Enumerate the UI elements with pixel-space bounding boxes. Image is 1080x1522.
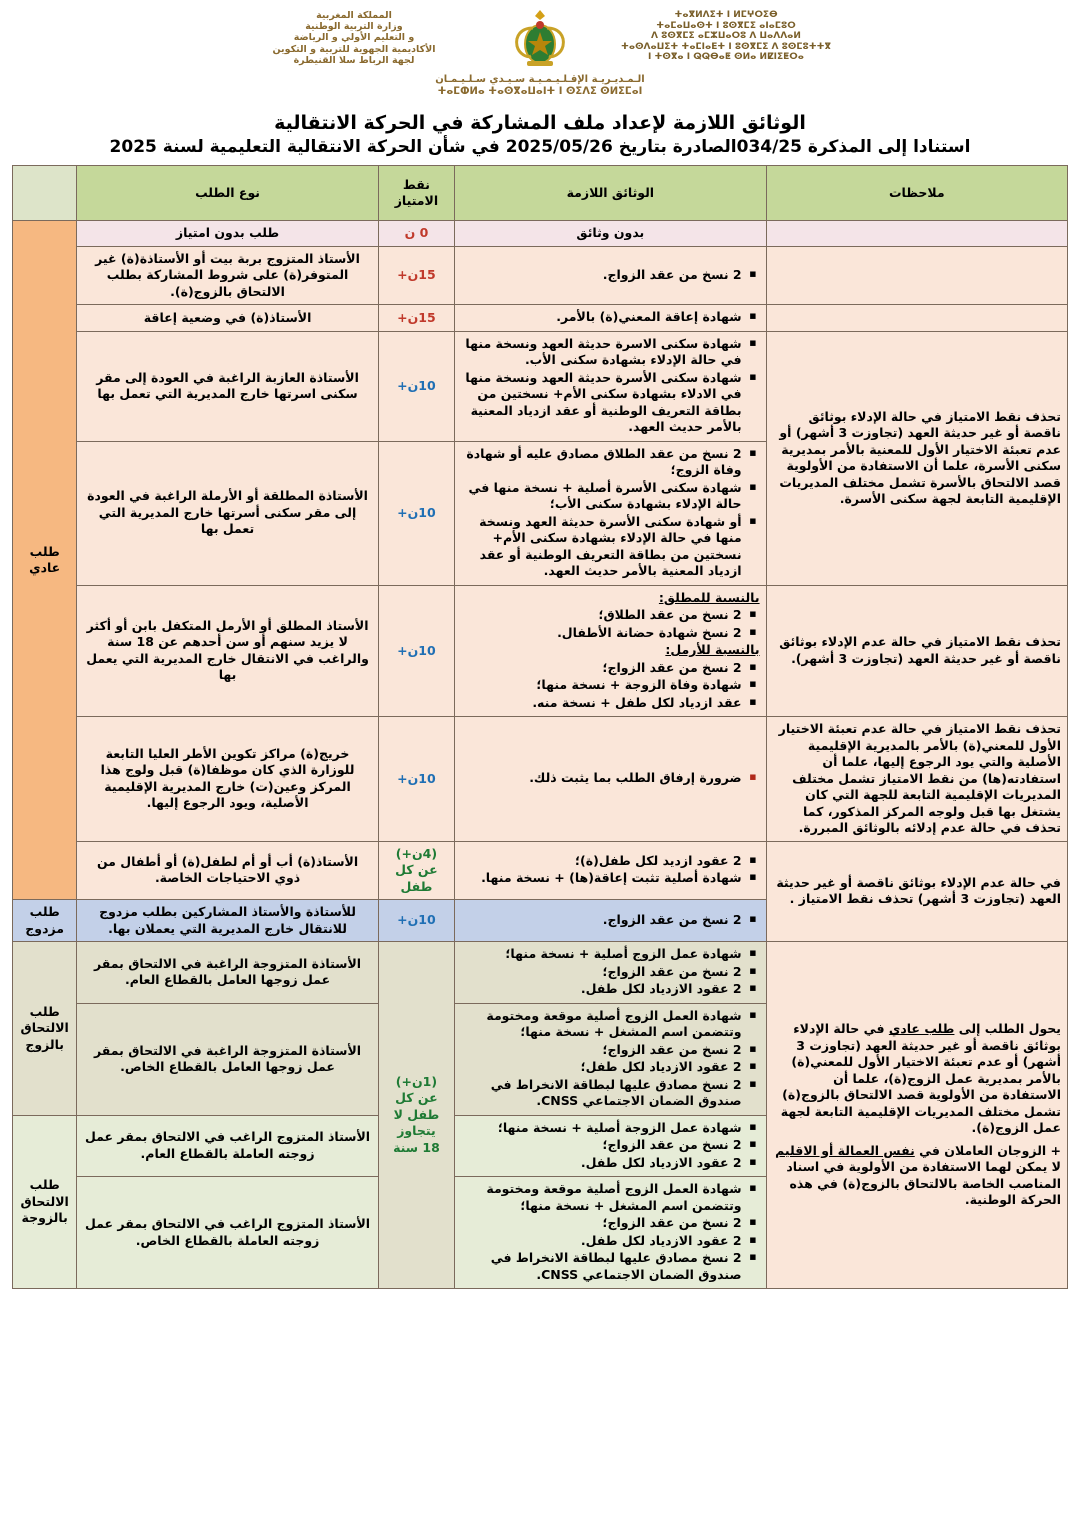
row5-documents-list-divorced <box>461 607 759 641</box>
row5-documents-list-widower <box>461 660 759 712</box>
join-points-line2: عن كل <box>395 1090 438 1106</box>
join-notes-p2-b: لا يمكن لهما الاستفادة من الأولوية في اسناد المناصب الخاصة بالالتحاق بالزوج(ة) في هذه الحركة الوطنية. <box>786 1159 1061 1208</box>
list-item: ▪ 2 نسخ من عقد الطلاق مصادق عليه أو شهادة وفاة الزوج؛ <box>461 446 743 479</box>
join-notes-p1-underline: طلب عادي <box>888 1021 955 1037</box>
join-points <box>378 942 454 1289</box>
list-item: ▪ 2 عقود الازدياد لكل طفل. <box>461 1155 743 1172</box>
row4-points: 10ن+ <box>378 441 454 585</box>
row7-points-line1: (4ن+) <box>395 845 438 861</box>
list-item: ▪ 2 نسخ من عقد الطلاق؛ <box>461 607 743 624</box>
row8-points: 10ن+ <box>378 900 454 942</box>
row2-type: الأستاذ(ة) في وضعية إعاقة <box>77 305 378 332</box>
row4-documents <box>455 441 766 585</box>
row7-type: الأستاذ(ة) أب أو أم لطفل(ة) أو أطفال من ذوي الاحتياجات الخاصة. <box>77 841 378 900</box>
row2-documents <box>455 305 766 332</box>
table-row <box>13 246 1068 305</box>
ministry-tif-line-2: ⵜⴰⵎⴰⵡⴰⵙⵜ ⵏ ⵓⵙⴳⵎⵉ ⴰⵏⴰⵎⵓⵔ <box>656 20 796 31</box>
ministry-ar-line-3: و التعليم الأولي و الرياضة <box>293 32 415 44</box>
page-title: الوثائق اللازمة لإعداد ملف المشاركة في الحركة الانتقالية <box>274 112 806 134</box>
row5-points: 10ن+ <box>378 585 454 717</box>
row11-documents <box>455 1115 766 1177</box>
list-item: ▪ 2 عقود ازديد لكل طفل(ة)؛ <box>461 853 743 870</box>
row0-documents: بدون وثائق <box>455 221 766 247</box>
row12-documents <box>455 1177 766 1289</box>
category-normal: طلب عادي <box>13 221 77 900</box>
row3-documents-list <box>461 336 759 436</box>
row7-points-line3: طفل <box>400 878 433 894</box>
list-item: ▪ 2 نسخ من عقد الزواج؛ <box>461 660 743 677</box>
row2-points: 15ن+ <box>378 305 454 332</box>
letterhead <box>0 0 1080 78</box>
row3-points: 10ن+ <box>378 331 454 441</box>
row7-points-line2: عن كل <box>395 862 438 877</box>
table-header-row <box>13 166 1068 221</box>
directorate-block <box>0 74 1080 98</box>
ministry-ar-line-5: لجهة الرباط سلا القنيطرة <box>293 54 415 66</box>
row12-type: الأستاذ المتزوج الراغب في الالتحاق بمقر عمل زوجته العاملة بالقطاع الخاص. <box>77 1177 378 1289</box>
page-subtitle: استنادا إلى المذكرة 034/25الصادرة بتاريخ 2025/05/26 في شأن الحركة الانتقالية التعليمية لسنة 2025 <box>109 137 971 157</box>
list-item: ▪ شهادة العمل الزوج أصلية موقعة ومختومة وتتضمن اسم المشغل + نسخة منها؛ <box>461 1181 743 1214</box>
list-item: ▪ عقد ازدياد لكل طفل + نسخة منه. <box>461 695 743 712</box>
ministry-tif-line-1: ⵜⴰⴳⵍⴷⵉⵜ ⵏ ⵍⵎⵖⵔⵉⴱ <box>674 10 778 20</box>
row0-notes <box>766 221 1067 247</box>
row5-notes: تحذف نقط الامتياز في حالة عدم الإدلاء بوثائق ناقصة أو غير حديثة العهد (تجاوزت 3 أشهر). <box>766 585 1067 717</box>
row10-type: الأستاذة المتزوجة الراغبة في الالتحاق بمقر عمل زوجها العامل بالقطاع الخاص. <box>77 1003 378 1115</box>
list-item: ▪ 2 نسخ من عقد الزواج؛ <box>461 1215 743 1232</box>
column-header-points-line2: الامتياز <box>394 193 439 208</box>
list-item: ▪ 2 نسخ من عقد الزواج؛ <box>461 964 743 981</box>
row5-documents <box>455 585 766 717</box>
list-item: ▪ 2 نسخ من عقد الزواج؛ <box>461 1042 743 1059</box>
list-item: ▪ 2 نسخ مصادق عليها لبطاقة الانخراط في صندوق الضمان الاجتماعي CNSS. <box>461 1250 743 1283</box>
row8-documents <box>455 900 766 942</box>
row9-documents <box>455 942 766 1004</box>
row6-points: 10ن+ <box>378 717 454 842</box>
list-item: ▪ شهادة عمل الزوج أصلية + نسخة منها؛ <box>461 946 743 963</box>
list-item: ▪ 2 نسخ من عقد الزواج؛ <box>461 1137 743 1154</box>
row2-documents-list <box>461 309 759 326</box>
list-item: ▪ شهادة سكنى الأسرة أصلية + نسخة منها في حالة الإدلاء بشهادة سكنى الأب؛ <box>461 480 743 513</box>
join-notes <box>766 942 1067 1289</box>
row1-notes <box>766 246 1067 305</box>
row6-type: خريج(ة) مراكز تكوين الأطر العليا التابعة للوزارة الذي كان موظفا(ة) قبل ولوج هذا المركز وعين(ت) خارج المديرية الإقليمية الأصلية، ويود الرجوع إليها. <box>77 717 378 842</box>
row3-notes: تحذف نقط الامتياز في حالة الإدلاء بوثائق ناقصة أو غير حديثة العهد (تجاوزت 3 أشهر) أو عدم تعبئة الاختيار الأول للمعنية بالأمر بمديرية سكنى الأسرة، علما أن الاستفادة من الأولوية قصد الالتحاق بالأسرة تشمل مختلف المديريات الإقليمية التابعة لجهة سكنى الأسرة. <box>766 331 1067 585</box>
join-notes-p2-a: + الزوجان العاملان في <box>914 1142 1061 1158</box>
row3-type: الأستاذة العازبة الراغبة في العودة إلى مقر سكنى اسرتها خارج المديرية التي تعمل بها <box>77 331 378 441</box>
row0-points: 0 ن <box>378 221 454 247</box>
category-double: طلب مزدوج <box>13 900 77 942</box>
row1-points: 15ن+ <box>378 246 454 305</box>
ministry-tifinagh-block <box>591 6 861 63</box>
row7-documents-list <box>461 853 759 887</box>
table-row <box>13 942 1068 1004</box>
join-points-line3: طفل لا <box>393 1106 440 1122</box>
row1-type: الأستاذ المتزوج بربة بيت أو الأستاذة(ة) غير المتوفر(ة) على شروط المشاركة بطلب الالتحاق بالزوج(ة). <box>77 246 378 305</box>
row5-type: الأستاذ المطلق أو الأرمل المتكفل بابن أو أكثر لا يزيد سنهم أو سن أحدهم عن 18 سنة والراغب في الانتقال خارج المديرية التي يعمل بها <box>77 585 378 717</box>
table-row <box>13 305 1068 332</box>
ministry-tif-line-3: ⴷ ⵓⵙⴳⵎⵉ ⴰⵎⵣⵡⴰⵔⵓ ⴷ ⵡⴰⴷⴷⴰⵍ <box>651 31 801 42</box>
row5-docs-subhead-widower: بالنسبة للأرمل: <box>665 642 760 657</box>
row1-documents-list <box>461 267 759 284</box>
row4-documents-list <box>461 446 759 580</box>
ministry-ar-line-1: المملكة المغربية <box>316 10 392 21</box>
ministry-ar-line-4: الأكاديمية الجهوية للتربية و التكوين <box>272 43 436 55</box>
row6-documents <box>455 717 766 842</box>
row3-documents <box>455 331 766 441</box>
list-item: ▪ 2 عقود الازدياد لكل طفل. <box>461 1233 743 1250</box>
row10-documents <box>455 1003 766 1115</box>
row6-notes: تحذف نقط الامتياز في حالة عدم تعبئة الاختيار الأول للمعني(ة) بالأمر بالمديرية الإقليمية الأصلية والتي يود الرجوع إليها، علما أن استفادته(ها) من نقط الامتياز تشمل مختلف المديريات الإقليمية التابعة للجهة التي كان يشتغل بها قبل ولوجه المركز المذكور، كما تحذف في حالة عدم إدلائه بالوثائق المبررة. <box>766 717 1067 842</box>
join-points-line4: يتجاوز <box>397 1123 436 1139</box>
list-item: ▪ 2 نسخ مصادق عليها لبطاقة الانخراط في صندوق الضمان الاجتماعي CNSS. <box>461 1077 743 1110</box>
row4-type: الأستاذة المطلقة أو الأرملة الراغبة في العودة إلى مقر سكنى أسرتها خارج المديرية التي تعمل بها <box>77 441 378 585</box>
row9-type: الأستاذة المتزوجة الراغبة في الالتحاق بمقر عمل زوجها العامل بالقطاع العام. <box>77 942 378 1004</box>
row7-documents <box>455 841 766 900</box>
row12-documents-list <box>461 1181 759 1283</box>
join-points-line1: (1ن+) <box>395 1073 438 1089</box>
table-row <box>13 585 1068 717</box>
column-header-points-line1: نقط <box>402 176 430 192</box>
row0-type: طلب بدون امتياز <box>77 221 378 247</box>
list-item: ▪ 2 نسخ شهادة حضانة الأطفال. <box>461 625 743 642</box>
list-item: ▪ 2 نسخ من عقد الزواج. <box>461 912 743 929</box>
row9-documents-list <box>461 946 759 998</box>
table-row <box>13 717 1068 842</box>
row11-documents-list <box>461 1120 759 1172</box>
row5-docs-subhead-divorced: بالنسبة للمطلق: <box>658 589 760 605</box>
row8-type: للأستاذة والأستاذ المشاركين بطلب مزدوج للانتقال خارج المديرية التي يعملان بها. <box>77 900 378 942</box>
category-join-wife: طلب الالتحاق بالزوجة <box>13 1115 77 1289</box>
column-header-points <box>378 166 454 221</box>
list-item: ▪ ضرورة إرفاق الطلب بما يثبت ذلك. <box>461 770 743 787</box>
category-join-husband: طلب الالتحاق بالزوج <box>13 942 77 1116</box>
list-item: ▪ أو شهادة سكنى الأسرة حديثة العهد ونسخة منها في حالة الإدلاء بشهادة سكنى الأم+ نسختين من بطاقة التعريف الوطنية أو عقد ازدياد المعنية بالأمر حديث العهد. <box>461 514 743 580</box>
join-notes-paragraph-1 <box>773 1021 1061 1137</box>
ministry-tif-line-5: ⵏ ⵜⵙⴳⴰ ⵏ ⵕⵕⴱⴰⵟ ⵙⵍⴰ ⵍⵇⵏⵉⵟⵔⴰ <box>648 52 804 63</box>
ministry-arabic-block <box>219 6 489 66</box>
list-item: ▪ شهادة عمل الزوجة أصلية + نسخة منها؛ <box>461 1120 743 1137</box>
morocco-coat-of-arms-icon <box>503 6 577 72</box>
list-item: ▪ 2 عقود الازدياد لكل طفل؛ <box>461 1059 743 1076</box>
row1-documents <box>455 246 766 305</box>
table-row <box>13 841 1068 900</box>
list-item: ▪ 2 نسخ من عقد الزواج. <box>461 267 743 284</box>
column-header-category-spacer <box>13 166 77 221</box>
list-item: ▪ شهادة إعاقة المعني(ة) بالأمر. <box>461 309 743 326</box>
row11-type: الأستاذ المتزوج الراغب في الالتحاق بمقر عمل زوجته العاملة بالقطاع العام. <box>77 1115 378 1177</box>
list-item: ▪ شهادة سكنى الاسرة حديثة العهد ونسخة منها في حالة الإدلاء بشهادة سكنى الأب. <box>461 336 743 369</box>
column-header-request-type: نوع الطلب <box>77 166 378 221</box>
requirements-table <box>12 165 1068 1289</box>
list-item: ▪ 2 عقود الازدياد لكل طفل. <box>461 981 743 998</box>
directorate-tifinagh: ⵜⴰⵎⵀⵍⴰ ⵜⴰⵙⴳⴰⵡⴰⵏⵜ ⵏ ⵙⵉⴷⵉ ⵙⵍⵉⵎⴰⵏ <box>437 86 643 97</box>
row10-documents-list <box>461 1008 759 1110</box>
row7-notes: في حالة عدم الإدلاء بوثائق ناقصة أو غير حديثة العهد (تجاوزت 3 أشهر) تحذف نقط الامتياز . <box>766 841 1067 942</box>
row8-documents-list <box>461 912 759 929</box>
join-notes-p2-underline: نفس العمالة أو الاقليم <box>775 1142 915 1158</box>
row7-points <box>378 841 454 900</box>
row6-documents-list <box>461 770 759 787</box>
join-notes-p1-b: في حالة الإدلاء بوثائق ناقصة أو غير حديثة العهد (تجاوزت 3 أشهر) أو عدم تعبئة الاختيار الأول للمعني(ة) بالأمر بمديرية عمل الزوج(ة)، علما أن الاستفادة من الأولوية قصد الالتحاق بالزوج(ة) تشمل مختلف المديريات الإقليمية التابعة لجهة عمل الزوج(ة). <box>780 1021 1061 1136</box>
column-header-notes: ملاحظات <box>766 166 1067 221</box>
list-item: ▪ شهادة أصلية تثبت إعاقة(ها) + نسخة منها. <box>461 870 743 887</box>
join-notes-paragraph-2 <box>773 1143 1061 1209</box>
directorate-arabic: الـمـديـريـة الإقـلـيـمـيـة سـيـدي سـلـيـمـان <box>435 74 645 85</box>
list-item: ▪ شهادة وفاة الزوجة + نسخة منها؛ <box>461 677 743 694</box>
list-item: ▪ شهادة العمل الزوج أصلية موقعة ومختومة وتتضمن اسم المشغل + نسخة منها؛ <box>461 1008 743 1041</box>
row2-notes <box>766 305 1067 332</box>
join-points-line5: 18 سنة <box>393 1139 440 1155</box>
join-notes-p1-a: يحول الطلب إلى <box>954 1021 1061 1037</box>
list-item: ▪ شهادة سكنى الأسرة حديثة العهد ونسخة منها في الادلاء بشهادة سكنى الأم+ نسختين من بطاقة التعريف الوطنية أو عقد ازدياد المعنية بالأمر حديث العهد. <box>461 370 743 436</box>
ministry-ar-line-2: وزارة التربية الوطنية <box>305 21 403 33</box>
column-header-documents: الوثائق اللازمة <box>455 166 766 221</box>
table-row <box>13 221 1068 247</box>
table-row <box>13 331 1068 441</box>
ministry-tif-line-4: ⵜⴰⵙⴷⴰⵡⵉⵜ ⵜⴰⵎⵏⴰⴹⵜ ⵏ ⵓⵙⴳⵎⵉ ⴷ ⵓⵙⵎⵓⵜⵜⴳ <box>620 41 832 52</box>
